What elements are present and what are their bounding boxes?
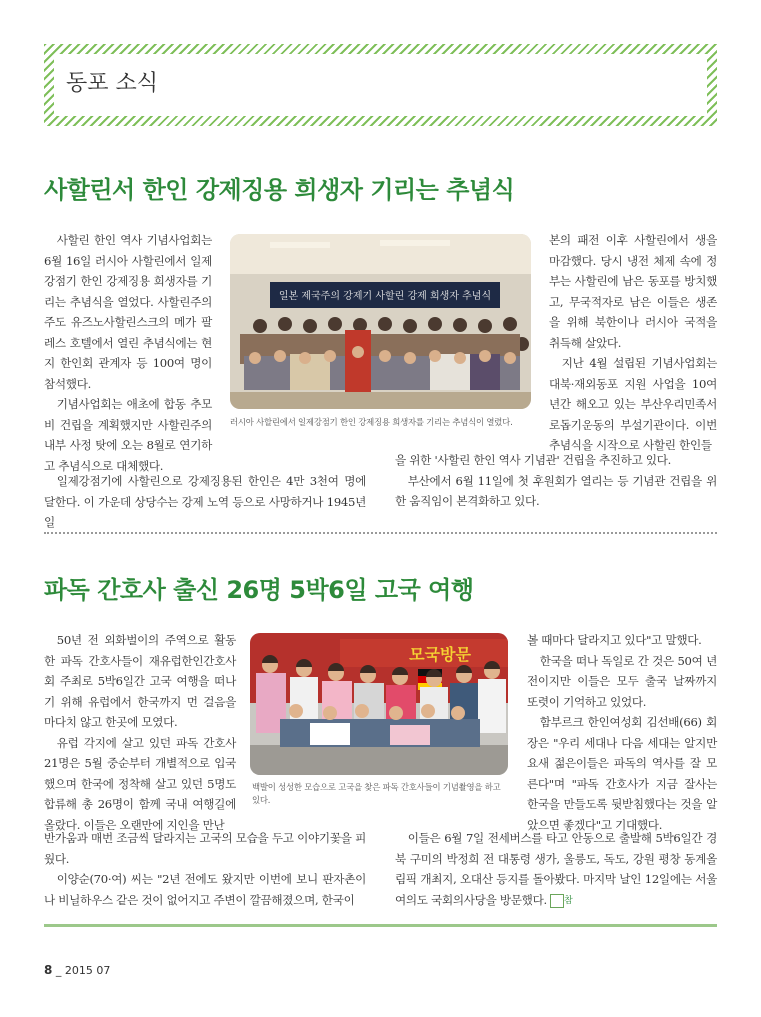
article2-col3-para: 한국을 떠나 독일로 간 것은 50여 년 전이지만 이들은 모두 출국 날짜까지 또렷이 기억하고 있었다. xyxy=(527,653,717,709)
article2-col1 xyxy=(44,630,236,835)
page-number: 8 xyxy=(44,963,53,977)
issue-date: _ 2015 07 xyxy=(55,964,111,977)
article1-tail-left xyxy=(44,471,366,533)
article1-tail-right-para: 부산에서 6월 11일에 첫 후원회가 열리는 등 기념관 건립을 위한 움직임이 본격화하고 있다. xyxy=(395,473,717,508)
article1-photo-illustration xyxy=(230,234,531,409)
article1-headline: 사할린서 한인 강제징용 희생자 기리는 추념식 xyxy=(44,176,515,204)
article2-headline: 파독 간호사 출신 26명 5박6일 고국 여행 xyxy=(44,576,474,604)
article2-col3-para: 볼 때마다 달라지고 있다"고 말했다. xyxy=(527,633,702,647)
section-header-inner xyxy=(54,54,707,116)
article2-photo-illustration xyxy=(250,633,508,775)
article1-col1-para: 사할린 한인 역사 기념사업회는 6월 16일 러시아 사할린에서 일제강점기 한인 강제징용 희생자를 기리는 추념식을 열었다. 사할린주의 주도 유즈노사할린스크의 메가 팔레스 호텔에서 열린 추념식에는 현지 한인회 관계자 등 100여 명이 참석했다. xyxy=(44,233,212,391)
article2-tail-right xyxy=(395,828,717,910)
article1-photo-caption: 러시아 사할린에서 일제강점기 한인 강제징용 희생자를 기리는 추념식이 열렸다. xyxy=(230,417,513,427)
article2-col1-para: 50년 전 외화벌이의 주역으로 활동한 파독 간호사들이 재유럽한인간호사회 주최로 5박6일간 고국 여행을 떠나기 위해 유럽에서 한국까지 먼 걸음을 마다치 않고 한곳에 모였다. xyxy=(44,633,236,729)
article1-tail-left-para: 일제강점기에 사할린으로 강제징용된 한인은 4만 3천여 명에 달한다. 이 가운데 상당수는 강제 노역 등으로 사망하거나 1945년 일 xyxy=(44,474,366,529)
article2-col3-para: 함부르크 한인여성회 김선배(66) 회장은 "우리 세대나 다음 세대는 알지만 요새 젊은이들은 파독의 역사를 잘 모른다"며 "파독 간호사가 지금 잘사는 한국을 만들도록 뒷받침했다는 것을 알았으면 좋겠다"고 기대했다. xyxy=(527,715,717,832)
article1-col3 xyxy=(549,230,717,456)
article2-photo-caption: 백발이 성성한 모습으로 고국을 찾은 파독 간호사들이 기념촬영을 하고 있다. xyxy=(252,782,501,805)
section-title: 동포 소식 xyxy=(66,71,159,96)
article1-col3-para: 본의 패전 이후 사할린에서 생을 마감했다. 당시 냉전 체제 속에 정부는 사할린에 남은 동포를 방치했고, 무국적자로 남은 이들은 생존을 위해 북한이나 러시아 국적을 취득해 살았다. xyxy=(549,233,717,350)
article2-photo xyxy=(250,633,508,775)
article2-col3 xyxy=(527,630,717,835)
article1-tail-right xyxy=(395,450,717,512)
article-end-mark: 참 xyxy=(550,894,564,908)
article2-col1-para: 유럽 각지에 살고 있던 파독 간호사 21명은 5월 중순부터 개별적으로 입국했으며 한국에 정착해 살고 있던 5명도 합류해 총 26명이 함께 국내 여행길에 올랐다. 이들은 오랜만에 지인을 만난 xyxy=(44,735,236,832)
article1-col1-para: 기념사업회는 애초에 합동 추모비 건립을 계획했지만 사할린주의 내부 사정 탓에 오는 8월로 연기하고 추념식으로 대체했다. xyxy=(44,397,212,473)
article1-col3-para: 지난 4월 설립된 기념사업회는 대북·재외동포 지원 사업을 10여 년간 해오고 있는 부산우리민족서로돕기운동의 부설기관이다. 이번 추념식을 시작으로 사할린 한인들 xyxy=(549,356,717,452)
footer-rule xyxy=(44,924,717,927)
section-header-box xyxy=(44,44,717,126)
page-footer xyxy=(44,963,110,977)
article2-tail-right-text: 이들은 6월 7일 전세버스를 타고 안동으로 출발해 5박6일간 경북 구미의 박정희 전 대통령 생가, 울릉도, 독도, 강원 평창 동계올림픽 개최지, 오대산 등지를 돌아봤다. 마지막 날인 12일에는 서울 여의도 국회의사당을 방문했다. xyxy=(395,831,717,907)
article2-banner-text: 모국방문 xyxy=(409,645,471,664)
article1-tail-right-para: 을 위한 '사할린 한인 역사 기념관' 건립을 추진하고 있다. xyxy=(395,453,672,467)
article1-photo xyxy=(230,234,531,409)
article-separator xyxy=(44,532,717,534)
article2-tail-left-para: 반가움과 매번 조금씩 달라지는 고국의 모습을 두고 이야기꽃을 피웠다. xyxy=(44,831,366,866)
article2-tail-left xyxy=(44,828,366,910)
article1-col1 xyxy=(44,230,212,476)
article1-banner-text: 일본 제국주의 강제기 사할린 강제 희생자 추념식 xyxy=(278,291,492,302)
article2-tail-left-para: 이양순(70·여) 씨는 "2년 전에도 왔지만 이번에 보니 판자촌이나 비닐하우스 같은 것이 없어지고 주변이 깔끔해졌으며, 한국이 xyxy=(44,872,366,907)
article2-tail-right-para xyxy=(395,828,717,910)
